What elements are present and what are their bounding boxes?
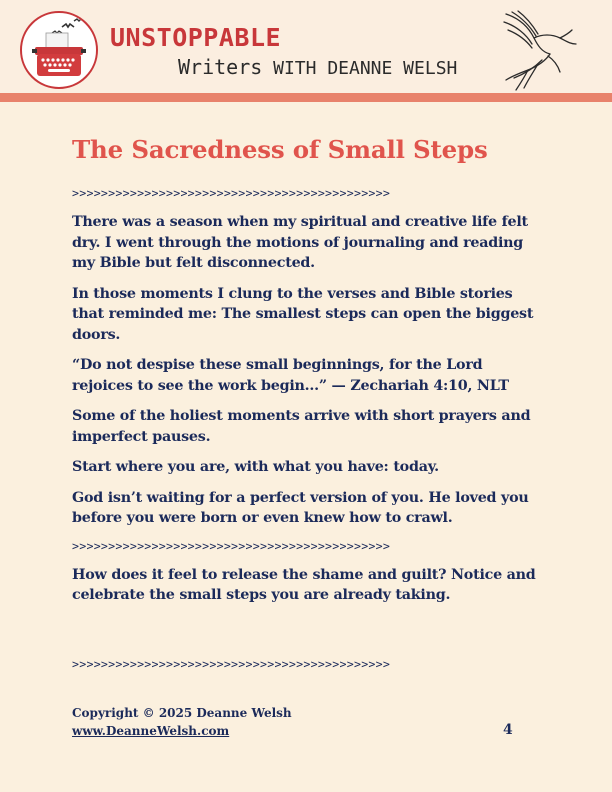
paragraph: There was a season when my spiritual and creative life felt dry. I went through the motions of journaling and reading my Bible but felt disconnected. bbox=[72, 214, 528, 271]
arrow-divider: >>>>>>>>>>>>>>>>>>>>>>>>>>>>>>>>>>>>>>>>>>>> bbox=[72, 186, 391, 200]
website-link[interactable]: www.DeanneWelsh.com bbox=[72, 724, 230, 738]
copyright-text: Copyright © 2025 Deanne Welsh bbox=[72, 706, 292, 720]
brand-subtitle-with: WITH DEANNE WELSH bbox=[262, 58, 458, 79]
brand-subtitle-writers: Writers bbox=[178, 55, 263, 79]
page-header bbox=[0, 0, 612, 93]
scripture-quote: “Do not despise these small beginnings, for the Lord rejoices to see the work begin...” — Zechariah 4:10, NLT bbox=[72, 357, 509, 394]
main-content bbox=[72, 135, 542, 616]
typewriter-logo-icon bbox=[20, 11, 98, 89]
brand-subtitle bbox=[178, 55, 457, 79]
header-accent-bar bbox=[0, 93, 612, 102]
heron-bird-icon bbox=[498, 8, 582, 92]
paragraph: In those moments I clung to the verses and Bible stories that reminded me: The smallest steps can open the biggest doors. bbox=[72, 285, 534, 343]
footer bbox=[72, 704, 292, 740]
page-number: 4 bbox=[503, 722, 513, 738]
paragraph: God isn’t waiting for a perfect version of you. He loved you before you were born or even knew how to crawl. bbox=[72, 489, 529, 526]
page-title: The Sacredness of Small Steps bbox=[72, 135, 488, 164]
reflection-prompt: How does it feel to release the shame and guilt? Notice and celebrate the small steps you are already taking. bbox=[72, 566, 536, 603]
paragraph: Some of the holiest moments arrive with short prayers and imperfect pauses. bbox=[72, 408, 531, 445]
arrow-divider: >>>>>>>>>>>>>>>>>>>>>>>>>>>>>>>>>>>>>>>>>>>> bbox=[72, 657, 391, 671]
paragraph: Start where you are, with what you have: today. bbox=[72, 459, 439, 475]
arrow-divider: >>>>>>>>>>>>>>>>>>>>>>>>>>>>>>>>>>>>>>>>>>>> bbox=[72, 538, 391, 553]
brand-title: UNSTOPPABLE bbox=[110, 23, 282, 52]
